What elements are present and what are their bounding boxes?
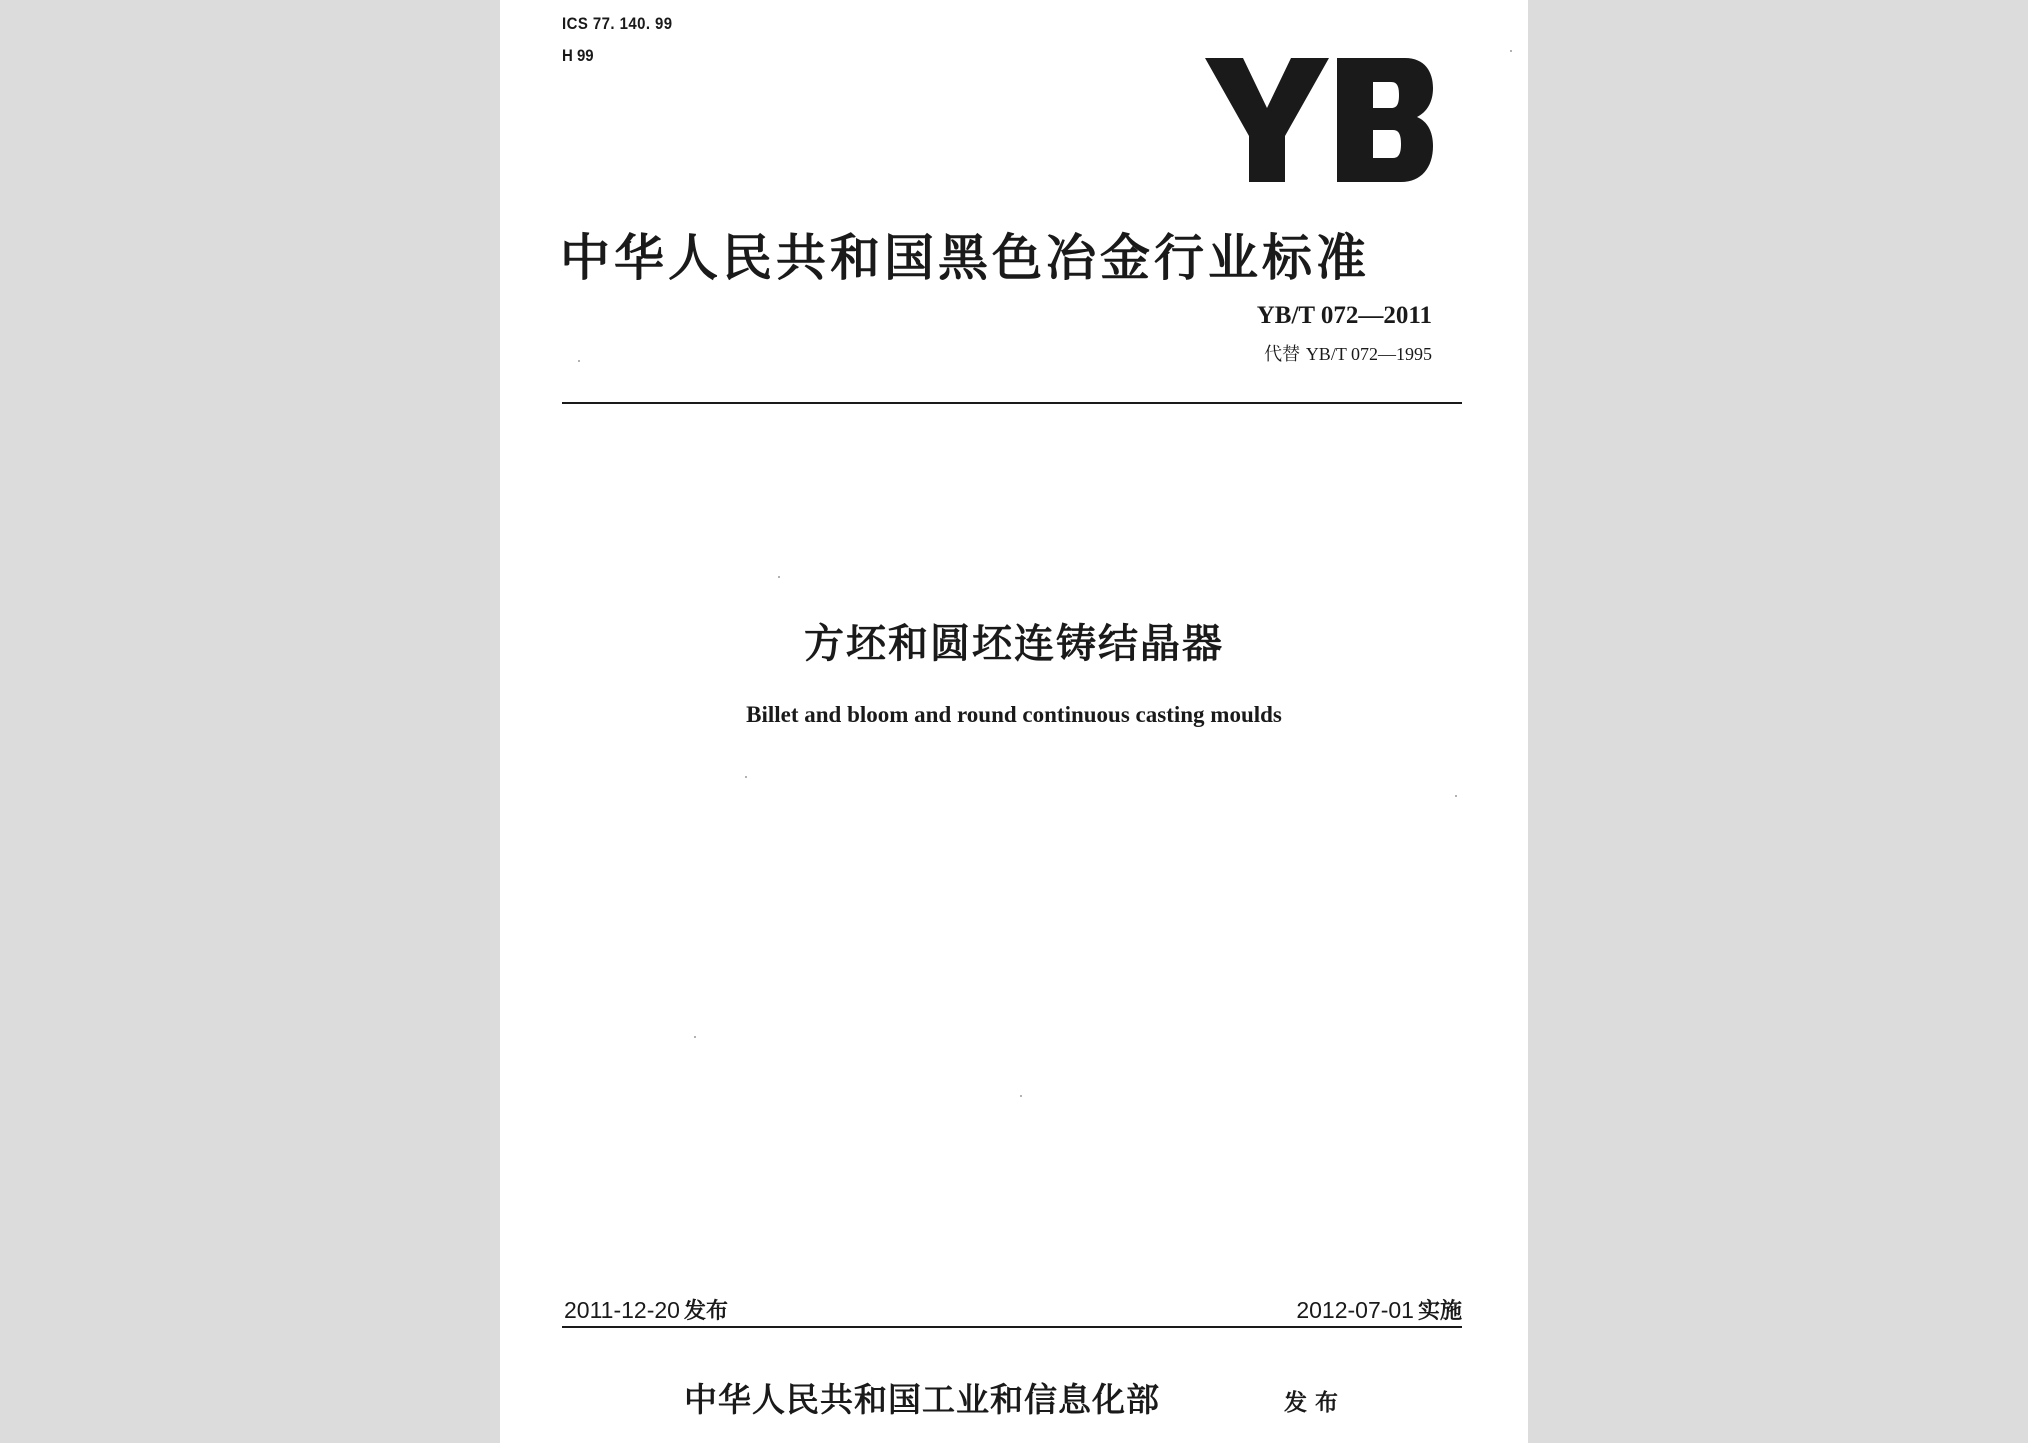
- issue-date-block: [564, 1294, 728, 1325]
- scan-speck: [1455, 795, 1457, 797]
- issue-label: 发布: [683, 1299, 728, 1324]
- scan-speck: [745, 776, 747, 778]
- ics-code: ICS 77. 140. 99: [562, 14, 673, 33]
- top-divider: [562, 402, 1462, 404]
- scan-speck: [578, 360, 580, 362]
- yb-logo: [1205, 58, 1433, 188]
- issuing-authority: 中华人民共和国工业和信息化部: [684, 1380, 1160, 1419]
- chinese-subject-title: 方坯和圆坯连铸结晶器: [804, 621, 1224, 667]
- standard-number: YB/T 072—2011: [1256, 302, 1432, 329]
- replaces-line: [1264, 340, 1432, 366]
- standard-cover-page: [500, 0, 1528, 1443]
- ccs-code: H 99: [562, 46, 594, 65]
- scan-speck: [1020, 1095, 1022, 1097]
- replaces-label: 代替: [1264, 344, 1301, 365]
- yb-logo-letter-y: [1205, 58, 1329, 182]
- scan-speck: [694, 1036, 696, 1038]
- implement-date: 2012-07-01: [1296, 1297, 1414, 1323]
- bottom-divider: [562, 1326, 1462, 1328]
- implement-date-block: [1296, 1294, 1462, 1325]
- implement-label: 实施: [1417, 1299, 1462, 1324]
- replaces-number: YB/T 072—1995: [1305, 344, 1432, 364]
- scan-speck: [1510, 50, 1512, 52]
- yb-logo-letter-b: [1337, 58, 1433, 182]
- main-title: 中华人民共和国黑色冶金行业标准: [560, 229, 1370, 287]
- issuing-action: 发布: [1284, 1390, 1346, 1416]
- english-subject-title: Billet and bloom and round continuous casting moulds: [746, 702, 1282, 727]
- scan-speck: [778, 576, 780, 578]
- issue-date: 2011-12-20: [564, 1297, 680, 1323]
